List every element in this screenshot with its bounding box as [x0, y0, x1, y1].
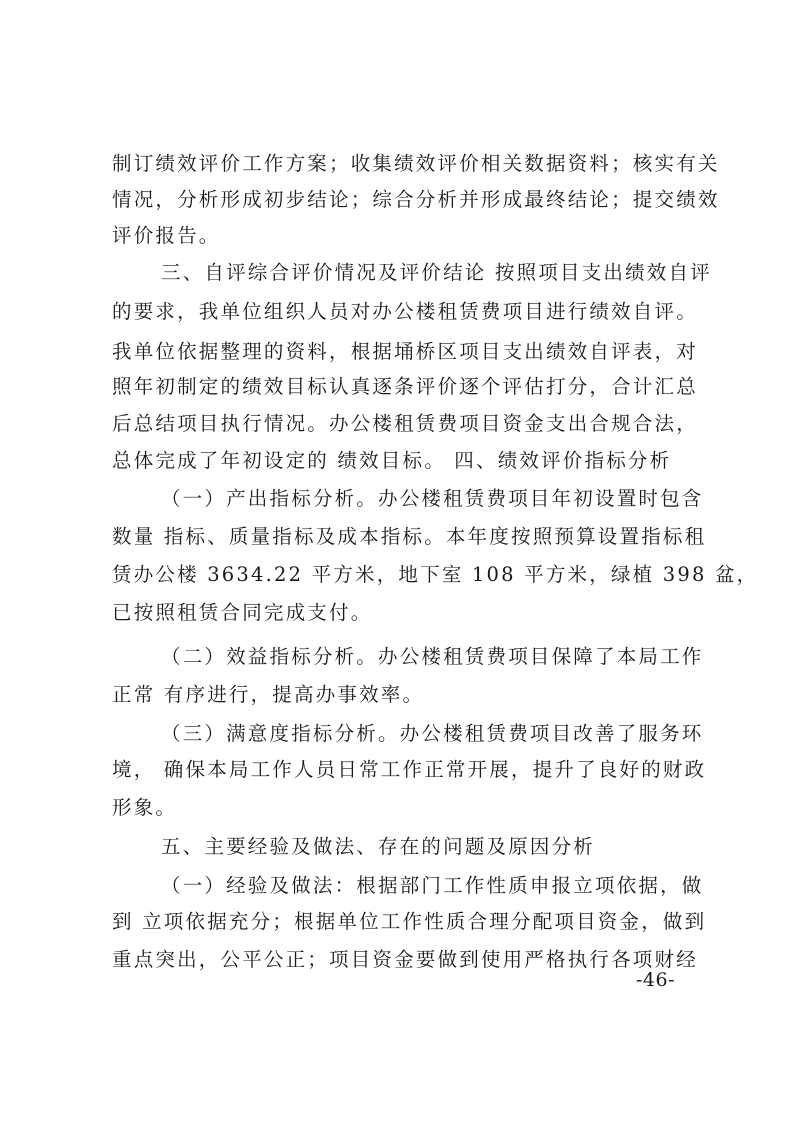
body-text-line: 我单位依据整理的资料，根据埇桥区项目支出绩效自评表，对 [112, 340, 698, 363]
subsection-heading-line: （二）效益指标分析。办公楼租赁费项目保障了本局工作 [161, 645, 704, 668]
body-text-line: 照年初制定的绩效目标认真逐条评价逐个评估打分，合计汇总 [112, 375, 698, 398]
body-text-line: 总体完成了年初设定的 绩效目标。 四、绩效评价指标分析 [112, 449, 672, 472]
body-text-line: 已按照租赁合同完成支付。 [112, 601, 373, 624]
body-text-line: 后总结项目执行情况。办公楼租赁费项目资金支出合规合法， [112, 412, 698, 435]
body-text-line: 到 立项依据充分；根据单位工作性质合理分配项目资金，做到 [112, 910, 707, 933]
subsection-heading-line: （一）产出指标分析。办公楼租赁费项目年初设置时包含 [161, 487, 704, 510]
subsection-heading-line: （三）满意度指标分析。办公楼租赁费项目改善了服务环 [161, 722, 704, 745]
body-text-line: 数量 指标、质量指标及成本指标。本年度按照预算设置指标租 [112, 525, 707, 548]
body-text-line: 情况，分析形成初步结论；综合分析并形成最终结论；提交绩效 [112, 188, 720, 211]
body-text-line: 形象。 [112, 796, 178, 819]
section-heading-line: 五、主要经验及做法、存在的问题及原因分析 [161, 835, 596, 858]
body-text-line: 制订绩效评价工作方案；收集绩效评价相关数据资料；核实有关 [112, 152, 720, 175]
body-text-line: 正常 有序进行，提高办事效率。 [112, 683, 425, 706]
body-text-line: 的要求，我单位组织人员对办公楼租赁费项目进行绩效自评。 [112, 300, 698, 323]
subsection-heading-line: （一）经验及做法：根据部门工作性质申报立项依据，做 [161, 874, 704, 897]
page-number: -46- [636, 969, 676, 991]
body-text-line: 评价报告。 [112, 224, 221, 247]
body-text-line: 重点突出，公平公正；项目资金要做到使用严格执行各项财经 [112, 948, 698, 971]
body-text-line: 赁办公楼 3634.22 平方米，地下室 108 平方米，绿植 398 盆， [112, 563, 759, 586]
section-heading-line: 三、自评综合评价情况及评价结论 按照项目支出绩效自评 [161, 261, 712, 284]
body-text-line: 境， 确保本局工作人员日常工作正常开展，提升了良好的财政 [112, 758, 707, 781]
